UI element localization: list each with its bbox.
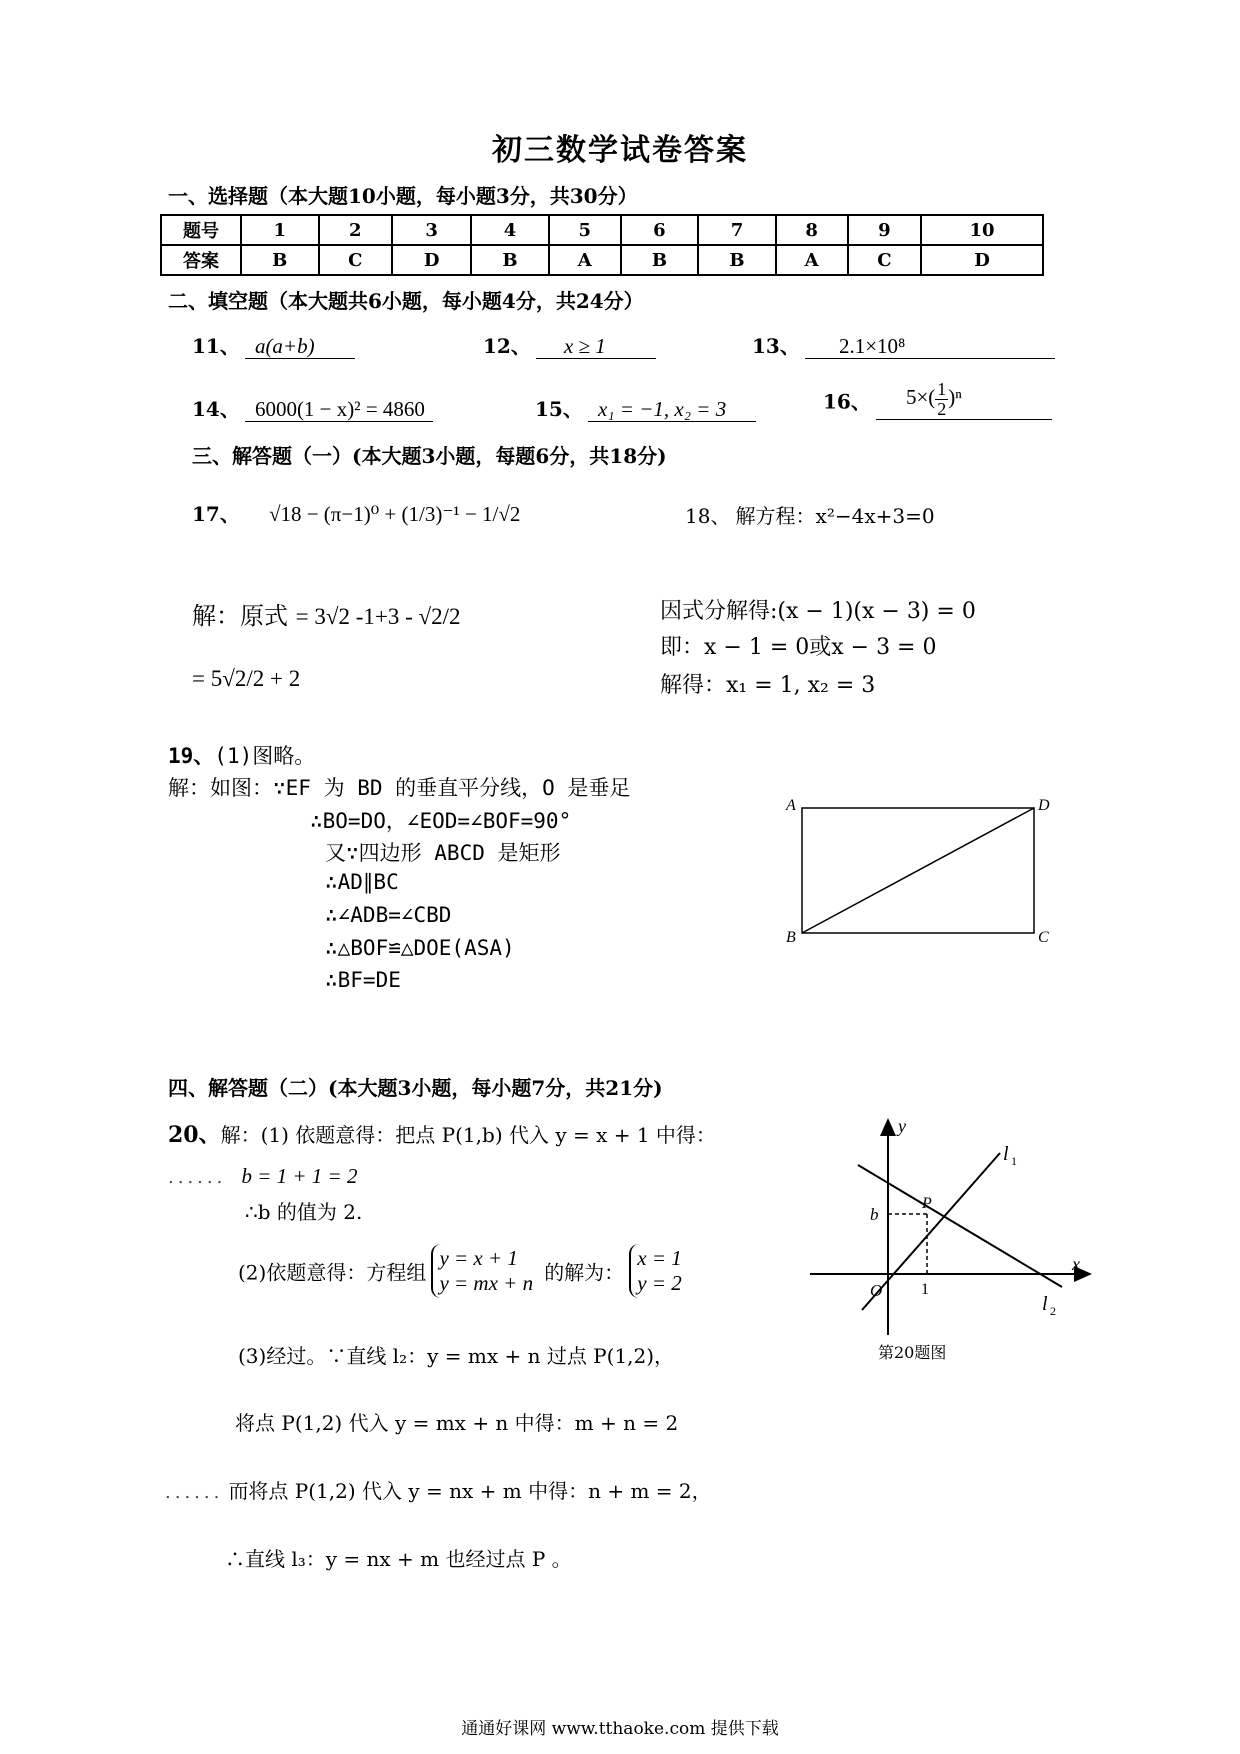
q14-number: 14、 [192,397,240,421]
q17-number: 17、 [192,502,240,526]
q18 [685,500,935,529]
q14 [192,393,433,422]
q20-part2-mid: 的解为： [544,1260,625,1285]
label-b: B [786,929,796,946]
solution-x: x = 1 [637,1246,682,1270]
table-cell: D [921,245,1043,275]
q15-number: 15、 [535,397,583,421]
q20-part2-label: (2)依题意得：方程组 [238,1260,427,1285]
table-cell: 1 [241,215,319,245]
section-2-heading: 二、填空题（本大题共6小题，每小题4分，共24分） [168,289,644,313]
q12-number: 12、 [483,334,531,358]
q17-solution-line2 [192,666,300,692]
q20-dots: ...... [168,1167,227,1188]
q20-line8: ∴直线 l₃：y = nx + m 也经过点 P 。 [225,1547,572,1571]
q20-dots-2: ...... [165,1482,224,1503]
q12 [483,330,656,359]
q19-line-5: ∴∠ADB=∠CBD [325,903,452,927]
q19-line-3: 又∵四边形 ABCD 是矩形 [325,841,561,865]
q12-answer: x ≥ 1 [536,334,656,359]
table-row-answers [161,245,1043,275]
footer-text: 通通好课网 www.tthaoke.com 提供下载 [461,1719,779,1739]
solution-y: y = 2 [637,1271,682,1295]
q16-fraction [935,380,948,419]
section-3-heading: 三、解答题（一）(本大题3小题，每题6分，共18分) [192,444,667,468]
q16 [823,380,1052,420]
q17-sol-step2: = 5√2/2 + 2 [192,666,301,691]
q20-line7 [165,1475,712,1504]
table-cell: B [621,245,699,275]
q19-line-7: ∴BF=DE [325,968,401,992]
table-cell: 10 [921,215,1043,245]
table-cell: 8 [776,215,848,245]
label-l2-sub: 2 [1050,1304,1056,1318]
q17-sol-step1: = 3√2 -1+3 - √2/2 [295,604,461,629]
rectangle-figure [780,790,1060,950]
q17-expression: √18 − (π−1)⁰ + (1/3)⁻¹ − 1/√2 [268,502,521,526]
q20-line5: (3)经过。∵直线 l₂：y = mx + n 过点 P(1,2)， [238,1344,675,1368]
q20-text7: 而将点 P(1,2) 代入 y = nx + m 中得：n + m = 2， [228,1479,712,1503]
q20-text1: 解：(1) 依题意得：把点 P(1,b) 代入 y = x + 1 中得： [220,1123,716,1147]
q20-number: 20、 [168,1122,221,1148]
table-cell: 4 [471,215,549,245]
q16-suffix: )ⁿ [948,384,962,409]
label-x: x [1072,1254,1080,1274]
coordinate-graph [800,1110,1100,1360]
page-title: 初三数学试卷答案 [492,133,748,168]
line-l1 [862,1153,1000,1310]
q20-line1 [168,1118,716,1149]
q17-solution-line1 [192,596,461,631]
label-b: b [870,1205,879,1224]
figure-caption: 第20题图 [878,1343,947,1362]
system-of-equations [431,1244,539,1298]
q19-header [168,740,315,770]
system-eq-1: y = x + 1 [439,1246,518,1270]
q18-number: 18、 [685,504,731,528]
label-l1-sub: 1 [1011,1154,1017,1168]
q16-prefix: 5×( [905,384,936,409]
q19-part1: (1)图略。 [214,744,316,768]
q20-line6: 将点 P(1,2) 代入 y = mx + n 中得：m + n = 2 [235,1411,679,1435]
q11-answer: a(a+b) [245,334,355,359]
q16-number: 16、 [823,389,871,414]
q20-line2 [168,1164,357,1189]
label-a: A [786,797,796,814]
label-d: D [1038,797,1050,814]
q20-line4 [238,1244,688,1298]
table-cell: 2 [319,215,393,245]
label-one: 1 [921,1281,929,1298]
q13 [752,330,1055,359]
label-origin: O [870,1281,883,1300]
q16-answer [876,380,1052,420]
q11 [192,330,355,359]
frac-numerator: 1 [937,379,947,399]
q17 [192,498,520,527]
q19-line-6: ∴△BOF≌△DOE(ASA) [325,936,515,960]
q13-number: 13、 [752,334,800,358]
table-cell: C [848,245,922,275]
q18-step3: 解得：x₁ = 1, x₂ = 3 [660,673,876,698]
table-row-numbers [161,215,1043,245]
table-cell: B [698,245,776,275]
q11-number: 11、 [192,334,240,358]
table-cell: 9 [848,215,922,245]
q18-prompt: 解方程：x²−4x+3=0 [735,504,935,528]
label-p: P [922,1195,932,1212]
diagonal-bd [802,808,1034,933]
label-l2: l [1042,1293,1048,1315]
table-cell: 5 [549,215,621,245]
q20-text2: b = 1 + 1 = 2 [241,1164,358,1188]
q20-line3: ∴b 的值为 2. [245,1200,363,1224]
label-y: y [898,1116,906,1136]
table-cell: A [549,245,621,275]
q18-step1: 因式分解得:(x − 1)(x − 3) = 0 [660,599,976,624]
section-1-heading: 一、选择题（本大题10小题，每小题3分，共30分） [168,184,638,208]
system-solution [629,1244,688,1298]
label-c: C [1038,929,1049,946]
section-4-heading: 四、解答题（二）(本大题3小题，每小题7分，共21分) [168,1076,663,1100]
table-cell: C [319,245,393,275]
system-eq-2: y = mx + n [439,1271,534,1295]
answer-table [160,214,1044,276]
q18-step2: 即：x − 1 = 0或x − 3 = 0 [660,635,937,660]
table-cell: B [471,245,549,275]
row-label-number: 题号 [161,215,241,245]
table-cell: 6 [621,215,699,245]
label-l1: l [1003,1143,1009,1165]
table-cell: 3 [392,215,471,245]
q15 [535,393,756,422]
q14-answer: 6000(1 − x)² = 4860 [245,397,433,422]
q19-line-2: ∴BO=DO，∠EOD=∠BOF=90° [310,809,572,833]
q19-line-1: 解：如图：∵EF 为 BD 的垂直平分线，O 是垂足 [168,776,631,800]
table-cell: D [392,245,471,275]
table-cell: A [776,245,848,275]
q19-line-4: ∴AD∥BC [325,870,399,894]
frac-denominator: 2 [937,398,947,419]
q13-answer: 2.1×10⁸ [805,334,1055,359]
table-cell: 7 [698,215,776,245]
table-cell: B [241,245,319,275]
row-label-answer: 答案 [161,245,241,275]
q15-answer: x₁ = −1, x₂ = 3 [588,397,756,422]
q17-sol-label: 解：原式 [192,602,288,630]
q19-number: 19、 [168,744,215,768]
